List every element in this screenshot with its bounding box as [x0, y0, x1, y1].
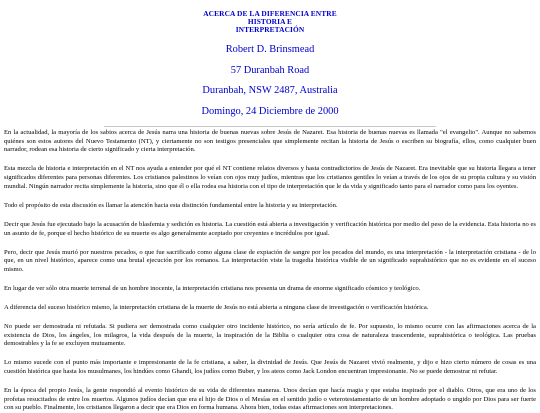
paragraph: Decir que Jesús fue ejecutado bajo la acusación de blasfemia y sedición es historia. La cuestión está abierta a investigación y verificación histórica por medio del peso de la evidencia. Esta historia no es un asunto de fe, porque el hecho histórico de su muerte es algo generalmente aceptado por creyentes e incrédulos por igual. [4, 220, 536, 237]
paragraph: A diferencia del suceso histórico mismo, la interpretación cristiana de la muerte de Jesús no está abierta a ninguna clase de investigación o verificación histórica. [4, 303, 429, 311]
horizontal-divider [104, 126, 436, 127]
paragraph: En lugar de ver sólo otra muerte terrenal de un hombre inocente, la interpretación cristiana nos presenta un drama de enorme significado cósmico y teológico. [4, 284, 421, 292]
title-line-2: HISTORIA E [247, 17, 293, 26]
paragraph: En la actualidad, la mayoría de los sabios acerca de Jesús narra una historia de buenas nuevas sobre Jesús de Nazaret. Esa historia de buenas nuevas es llamada "el evangelio". Aunque no sabemos quiénes son estos autores del Nuevo Testamento (NT), y ciertamente no son testigos presenciales que simplemente recitan la historia de Jesús o escriben su biografía, ellos, como cualquier buen narrador, rodean esa historia de cierto significado y cierta interpretación. [4, 129, 536, 154]
paragraph: Todo el propósito de esta discusión es llamar la atención hacia esta distinción fundamental entre la historia y su interpretación. [4, 201, 338, 209]
address-city: Duranbah, NSW 2487, Australia [202, 85, 338, 96]
paragraph: Lo mismo sucede con el punto más importante e impresionante de la fe cristiana, a saber, la divinidad de Jesús. Que Jesús de Nazaret vivió realmente, y dijo e hizo cierto número de cosas es una cuestión histórica que hasta los musulmanes, los hindúes como Ghandi, los judíos como Buber, y los ateos como Jack London encuentran impresionante. No se puede demostrar ni refutar. [4, 359, 536, 376]
paragraph: Pero, decir que Jesús murió por nuestros pecados, o que fue sacrificado como alguna clase de expiación de sangre por los pecados del mundo, es una interpretación - la interpretación cristiana - de lo que, en un nivel histórico, aparece como una brutal ejecución por los romanos. La interpretación viste la tragedia histórica visible de un significado suprahistórico que no es evidente en el suceso mismo. [4, 248, 536, 273]
paragraph: Esta mezcla de historia e interpretación en el NT nos ayuda a entender por qué el NT contiene relatos diversos y hasta contradictorios de Jesús de Nazaret. Era inevitable que su historia llegara a tener significados diferentes para personas diferentes. Los cristianos palestinos lo veían con ojos muy judíos, mientras que los cristianos gentiles lo veían a través de los ojos de su propia cultura y su visión mundial. Ningún narrador recita simplemente la historia, sino que él o ella rodea esa historia con el tipo de interpretación que le da vida y significado tanto para el narrador como para los oyentes. [4, 165, 536, 190]
article-body [0, 129, 540, 413]
document-header [0, 0, 540, 127]
title-line-1: ACERCA DE LA DIFERENCIA ENTRE [203, 9, 337, 18]
paragraph: No puede ser demostrada ni refutada. Si pudiera ser demostrada como cualquier otro incidente histórico, no sería artículo de fe. Por supuesto, lo mismo ocurre con las afirmaciones acerca de la existencia de Dios, los ángeles, los milagros, la vida después de la muerte, la inspiración de la Biblia o cualquier otra cosa de naturaleza trascendente, suprahistórica o teológica. Las pruebas demostrables y la fe se excluyen mutuamente. [4, 322, 536, 348]
author-name: Robert D. Brinsmead [225, 44, 315, 55]
paragraph: En la época del propio Jesús, la gente respondió al evento histórico de su vida de diferentes maneras. Unos decían que hacía magia y que estaba inspirado por el diablo. Otros, que era uno de los profetas resucitados de entre los muertos. Algunos judíos decían que era el hijo de Dios o el Mesías en el sentido judío o veterotestamentario de un hombre adoptado o ungido por Dios para ser fuerte con su pueblo. Finalmente, los cristianos llegaron a decir que era Dios en forma humana. Ahora bien, todas estas afirmaciones son interpretaciones. [4, 387, 536, 412]
document-date: Domingo, 24 Diciembre de 2000 [201, 105, 339, 117]
title-line-3: INTERPRETACIÓN [235, 25, 305, 34]
address-street: 57 Duranbah Road [230, 64, 310, 76]
